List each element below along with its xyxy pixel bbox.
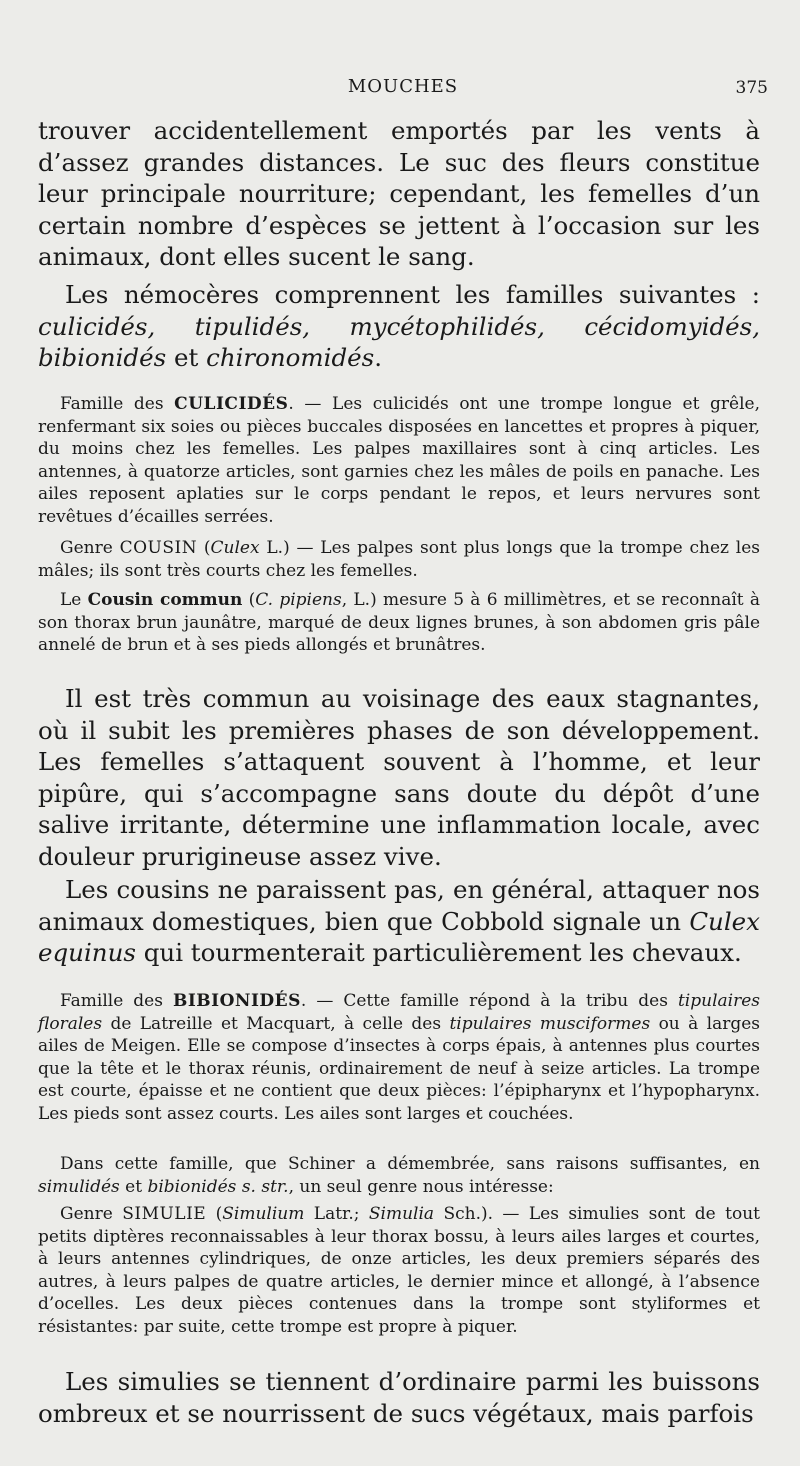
paragraph-genre-simulie: Genre SIMULIE (Simulium Latr.; Simulia Sch.). — Les simulies sont de tout petits diptères reconnaissables à leur thorax bossu, à leurs ailes larges et courtes, à leurs antennes cylindriques, de onze articles, les deux premiers séparés des autres, à leurs palpes de quatre articles, le dernier mince et allongé, à l’absence d’ocelles. Les deux pièces contenues dans la trompe sont styliformes et résistantes: par suite, cette trompe est propre à piquer. <box>38 1204 760 1337</box>
species-name-cousin-commun: Cousin commun <box>87 590 243 610</box>
paragraph-culicides: Famille des CULICIDÉS. — Les culicidés ont une trompe longue et grêle, renfermant six soies ou pièces buccales disposées en lancettes et propres à piquer, du moins chez les femelles. Les palpes maxillaires sont à cinq articles. Les antennes, à quatorze articles, sont garnies chez les mâles de poils en panache. Les ailes reposent aplaties sur le corps pendant le repos, et leurs nervures sont revêtues d’écailles serrées. <box>38 394 760 527</box>
paragraph-continuation: trouver accidentellement emportés par les vents à d’assez grandes distances. Le suc des fleurs constitue leur principale nourriture; cependant, les femelles d’un certain nombre d’espèces se jettent à l’occasion sur les animaux, dont elles sucent le sang. <box>38 116 760 271</box>
genus-name-cousin: COUSIN <box>119 538 198 558</box>
paragraph-schiner: Dans cette famille, que Schiner a démembrée, sans raisons suffisantes, en simulidés et bibionidés s. str., un seul genre nous intéresse: <box>38 1154 760 1197</box>
running-title: MOUCHES <box>347 76 459 97</box>
paragraph-bibionides: Famille des BIBIONIDÉS. — Cette famille répond à la tribu des tipulaires florales de Latreille et Macquart, à celle des tipulaires musciformes ou à larges ailes de Meigen. Elle se compose d’insectes à corps épais, à antennes plus courtes que la tête et le thorax réunis, ordinairement de neuf à seize articles. La trompe est courte, épaisse et ne contient que deux pièces: l’épipharynx et l’hypopharynx. Les pieds sont assez courts. Les ailes sont larges et couchées. <box>38 991 761 1124</box>
paragraph-simulies-habitat: Les simulies se tiennent d’ordinaire parmi les buissons ombreux et se nourrissent de sucs végétaux, mais parfois <box>38 1367 760 1428</box>
family-name-bibionides: BIBIONIDÉS <box>172 991 301 1011</box>
paragraph-genre-cousin: Genre COUSIN (Culex L.) — Les palpes sont plus longs que la trompe chez les mâles; ils sont très courts chez les femelles. <box>38 538 760 581</box>
page-header <box>38 76 768 104</box>
genus-name-simulie: SIMULIE <box>122 1204 207 1224</box>
family-name-culicides: CULICIDÉS <box>174 394 289 414</box>
paragraph-habitat: Il est très commun au voisinage des eaux stagnantes, où il subit les premières phases de son développement. Les femelles s’attaquent souvent à l’homme, et leur pipûre, qui s’accompagne sans doute du dépôt d’une salive irritante, détermine une inflammation locale, avec douleur prurigineuse assez vive. <box>38 684 760 871</box>
paragraph-domestic-animals: Les cousins ne paraissent pas, en général, attaquer nos animaux domestiques, bien que Cobbold signale un Culex equinus qui tourmenterait particulièrement les chevaux. <box>38 875 760 967</box>
paragraph-cousin-commun: Le Cousin commun (C. pipiens, L.) mesure 5 à 6 millimètres, et se reconnaît à son thorax brun jaunâtre, marqué de deux lignes brunes, à son abdomen gris pâle annelé de brun et à ses pieds allongés et brunâtres. <box>38 590 761 656</box>
paragraph-families-list: Les némocères comprennent les familles suivantes : culicidés, tipulidés, mycétophilidés, cécidomyidés, bibionidés et chironomidés. <box>38 280 760 372</box>
page-number: 375 <box>735 78 768 98</box>
